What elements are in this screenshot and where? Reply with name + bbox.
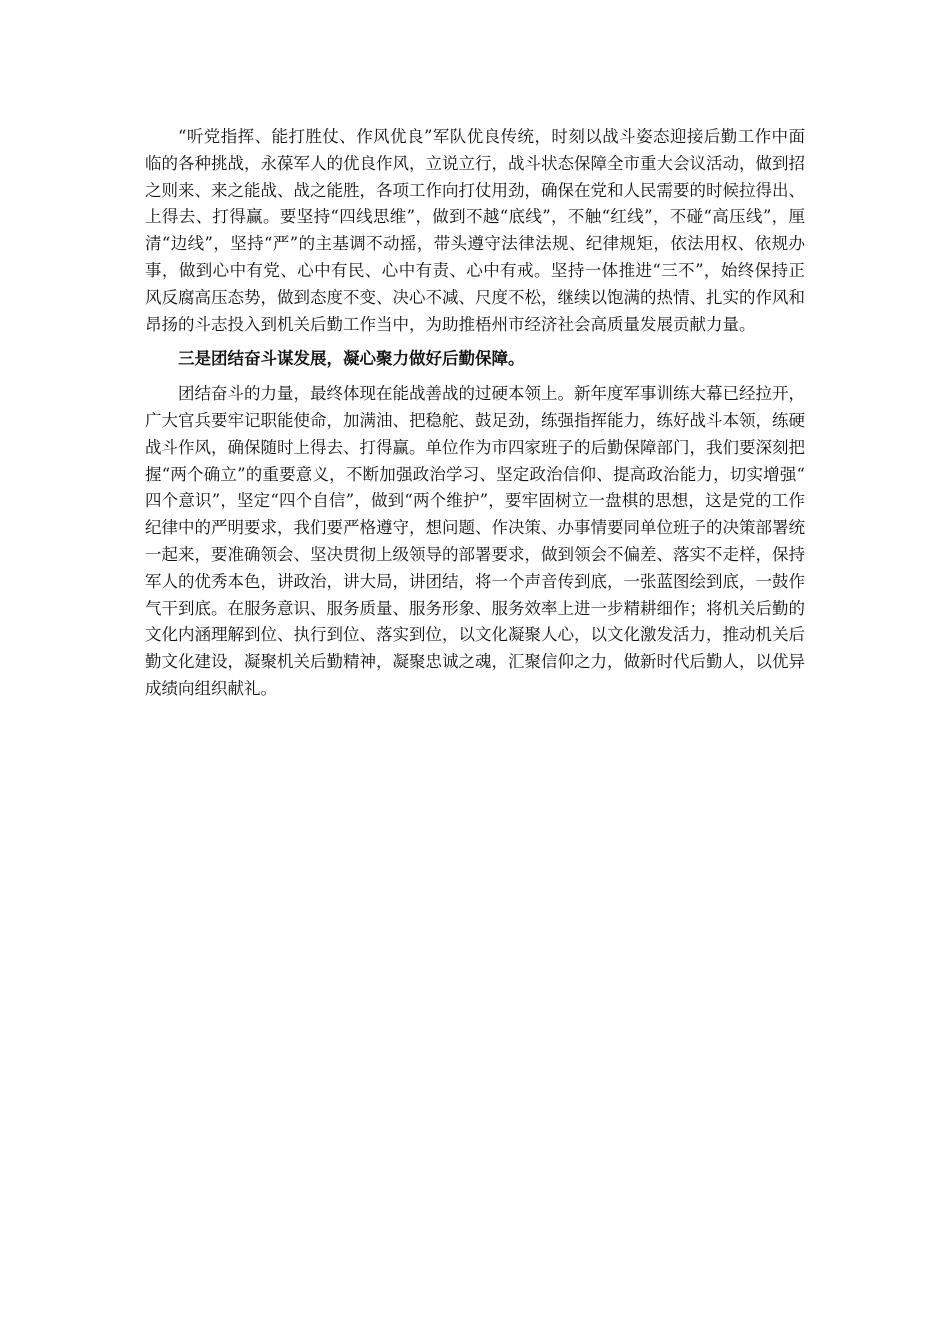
- body-paragraph-2: 团结奋斗的力量，最终体现在能战善战的过硬本领上。新年度军事训练大幕已经拉开，广大官兵要牢记职能使命，加满油、把稳舵、鼓足劲，练强指挥能力，练好战斗本领，练硬战斗作风，确保随时上得去、打得赢。单位作为市四家班子的后勤保障部门，我们要深刻把握“两个确立”的重要意义，不断加强政治学习、坚定政治信仰、提高政治能力，切实增强“四个意识”，坚定“四个自信”，做到“两个维护”，要牢固树立一盘棋的思想，这是党的工作纪律中的严明要求，我们要严格遵守，想问题、作决策、办事情要同单位班子的决策部署统一起来，要准确领会、坚决贯彻上级领导的部署要求，做到领会不偏差、落实不走样，保持军人的优秀本色，讲政治，讲大局，讲团结，将一个声音传到底，一张蓝图绘到底，一鼓作气干到底。在服务意识、服务质量、服务形象、服务效率上进一步精耕细作；将机关后勤的文化内涵理解到位、执行到位、落实到位，以文化凝聚人心，以文化激发活力，推动机关后勤文化建设，凝聚机关后勤精神，凝聚忠诚之魂，汇聚信仰之力，做新时代后勤人，以优异成绩向组织献礼。: [145, 384, 805, 698]
- document-body: [145, 124, 805, 703]
- section-heading: 三是团结奋斗谋发展，凝心聚力做好后勤保障。: [178, 349, 525, 369]
- body-paragraph-1: “听党指挥、能打胜仗、作风优良”军队优良传统，时刻以战斗姿态迎接后勤工作中面临的各种挑战，永葆军人的优良作风，立说立行，战斗状态保障全市重大会议活动，做到招之则来、来之能战、战之能胜，各项工作向打仗用劲，确保在党和人民需要的时候拉得出、上得去、打得赢。要坚持“四线思维”，做到不越“底线”，不触“红线”，不碰“高压线”，厘清“边线”，坚持“严”的主基调不动摇，带头遵守法律法规、纪律规矩，依法用权、依规办事，做到心中有党、心中有民、心中有责、心中有戒。坚持一体推进“三不”，始终保持正风反腐高压态势，做到态度不变、决心不减、尺度不松，继续以饱满的热情、扎实的作风和昂扬的斗志投入到机关后勤工作当中，为助推梧州市经济社会高质量发展贡献力量。: [145, 127, 805, 334]
